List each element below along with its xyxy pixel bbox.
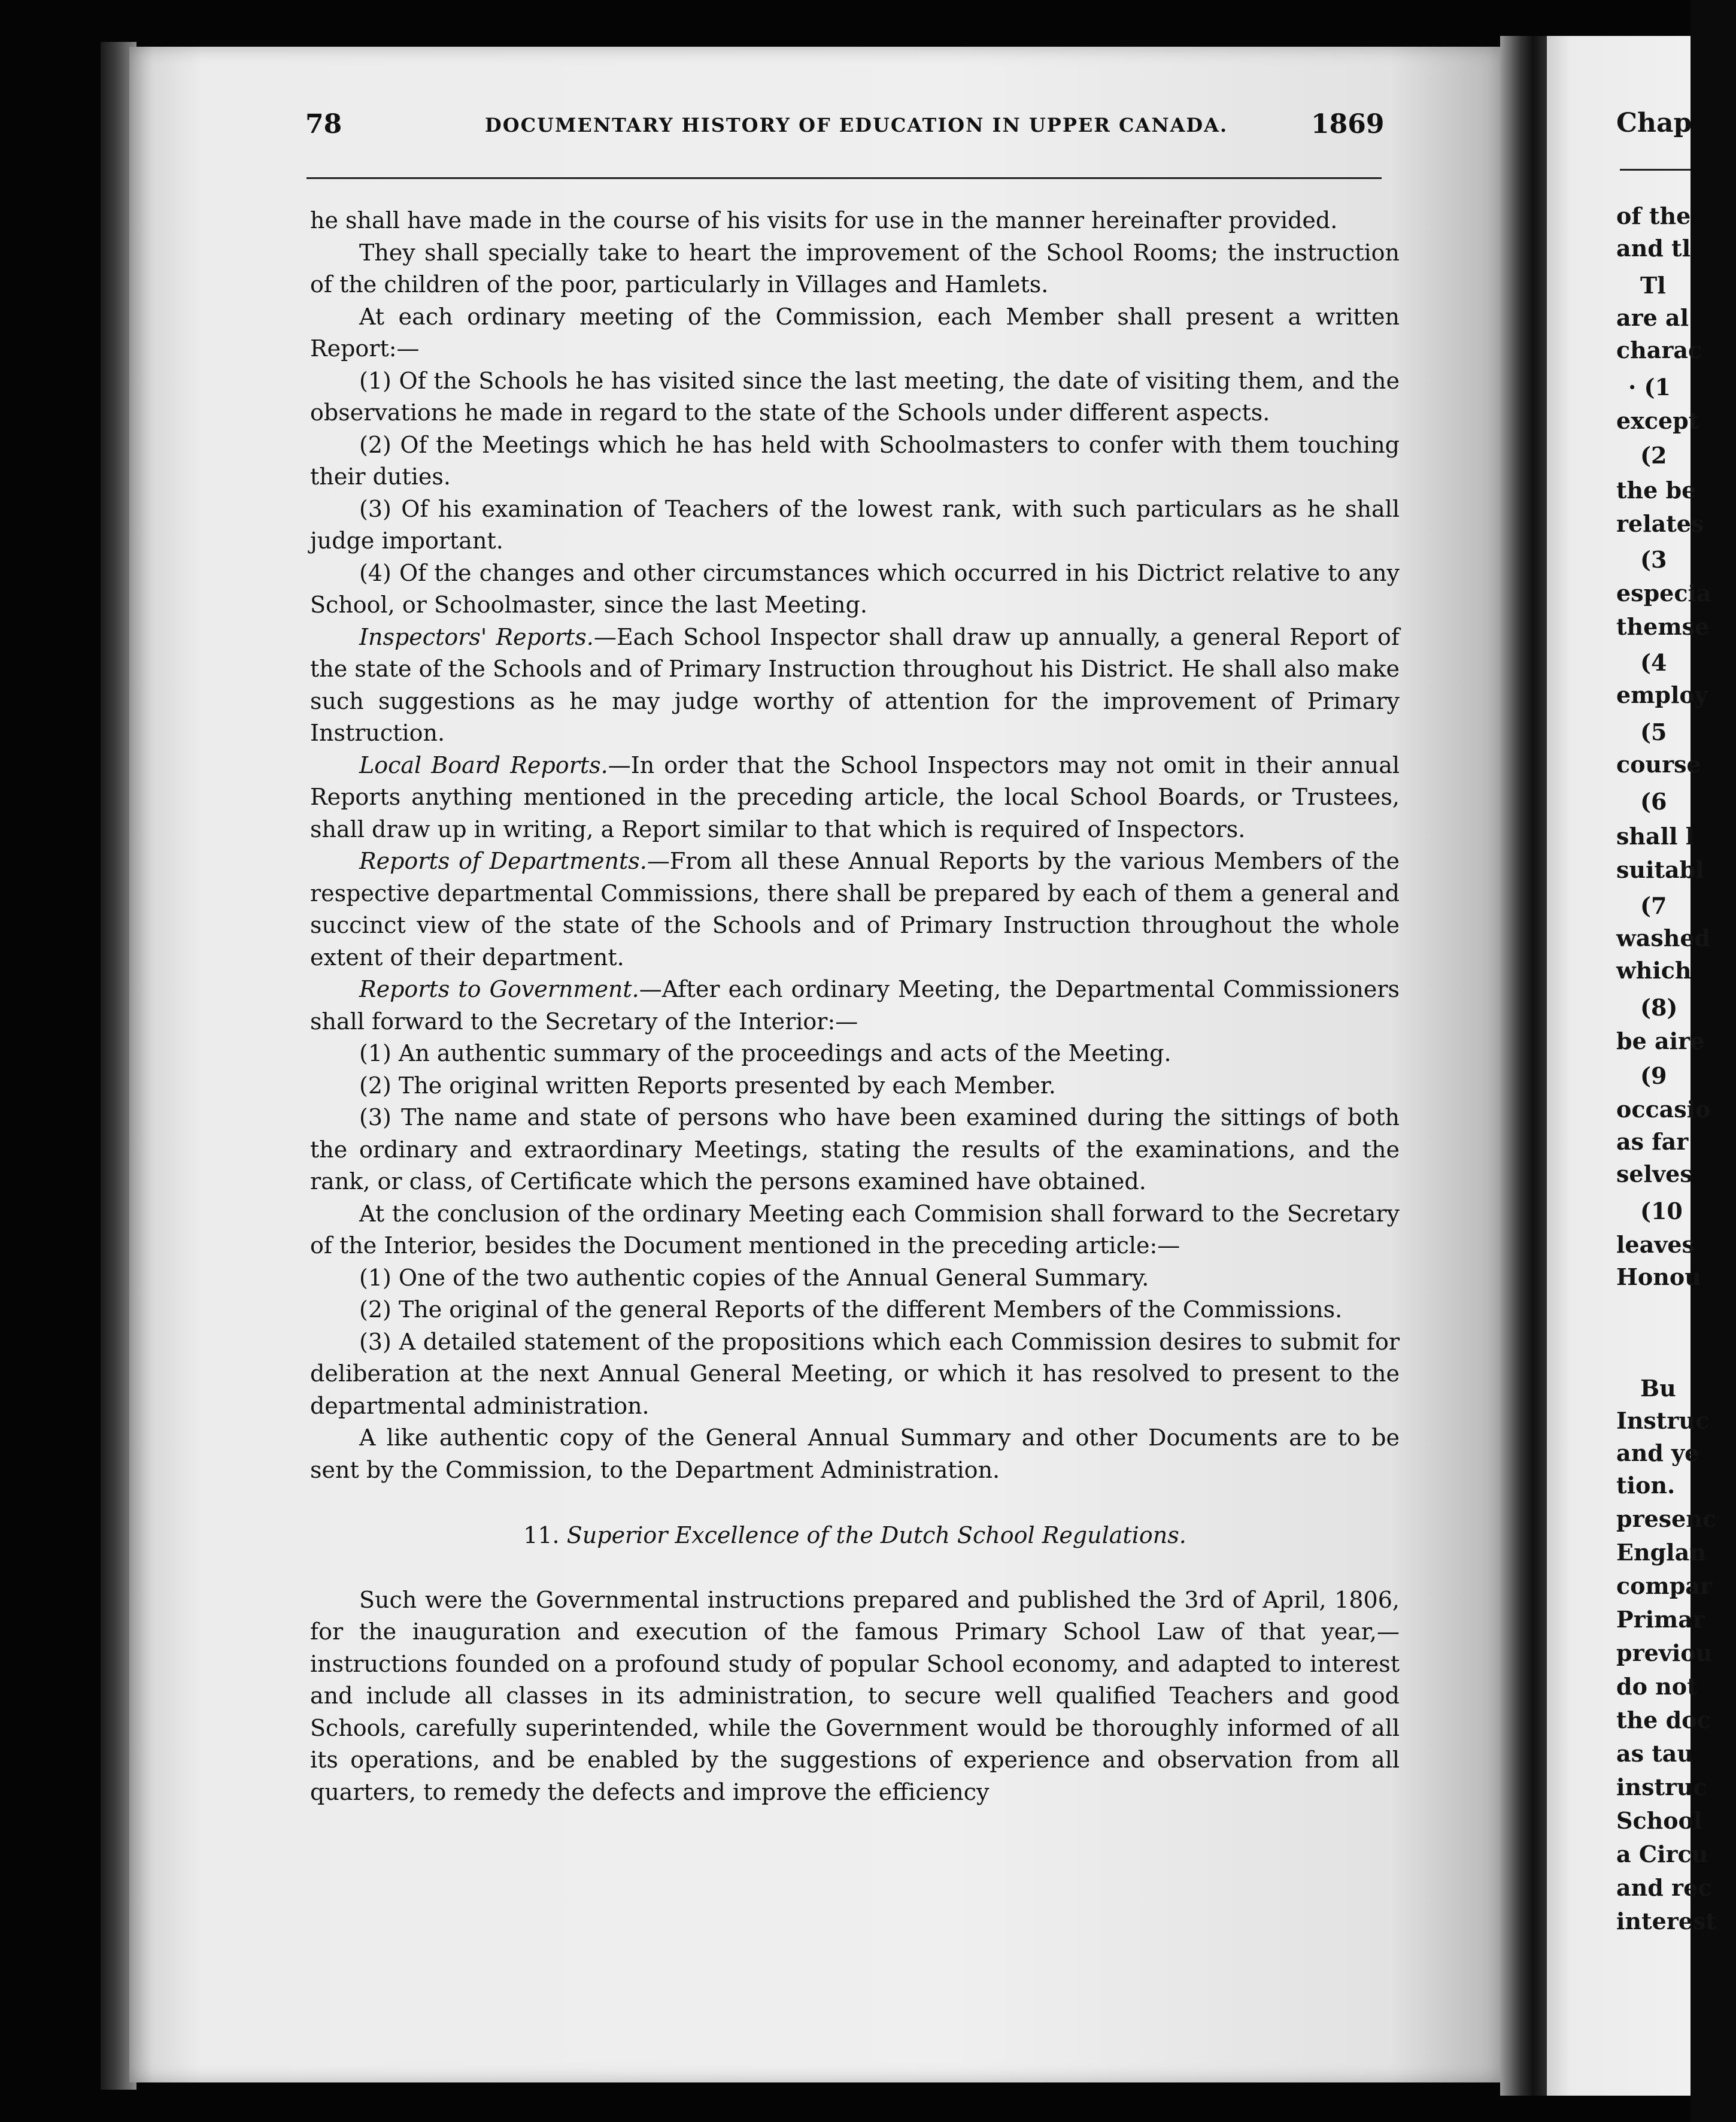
right-header-rule [1620,169,1691,171]
right-page-line: except [1616,407,1699,434]
right-page-line: (3 [1640,546,1667,573]
right-page-line: previou [1616,1639,1713,1666]
right-page-line: do not [1616,1673,1698,1700]
right-page-line: are al [1616,304,1689,331]
right-page-line: (7 [1640,892,1667,919]
right-page-line: (4 [1640,649,1667,676]
list-item: (2) Of the Meetings which he has held with Schoolmasters to confer with them touching their duties. [310,431,1400,490]
page-body [310,205,1400,1808]
paragraph: Such were the Governmental instructions prepared and published the 3rd of April, 1806, for the inauguration and execution of the famous Primary School Law of that year,—instructions founded on a profound study of popular School economy, and adapted to interest and include all classes in its administration, to secure well qualified Teachers and good Schools, carefully superintended, while the Government would be thoroughly informed of all its operations, and be enabled by the suggestions of experience and observation from all quarters, to remedy the defects and improve the efficiency [310,1586,1400,1805]
page-number: 78 [305,109,342,140]
right-page-line: and rec [1616,1874,1712,1901]
right-page-line: Instruc [1616,1407,1710,1434]
page-year: 1869 [1311,109,1385,140]
right-page-line: the doc [1616,1706,1711,1733]
right-page-line: interest [1616,1908,1716,1935]
header-rule [306,177,1382,179]
paragraph: At the conclusion of the ordinary Meeting each Commision shall forward to the Secretary of the Interior, besides the Document mentioned in the preceding article:— [310,1200,1400,1259]
right-page-line: and ye [1616,1439,1699,1466]
paragraph: They shall specially take to heart the improvement of the School Rooms; the instruction of the children of the poor, particularly in Villages and Hamlets. [310,239,1400,298]
section-heading [310,1520,1400,1552]
right-page-line: as far [1616,1128,1689,1155]
list-item: (3) Of his examination of Teachers of the lowest rank, with such particulars as he shall judge important. [310,495,1400,554]
paragraph-text: —Each School Inspector shall draw up annually, a general Report of the state of the Schools and of Primary Instruction throughout his District. He shall also make such suggestions as he may judge worthy of attention for the improvement of Primary Instruction. [310,623,1400,746]
run-in-heading: Reports to Government. [359,976,639,1002]
right-page-line: themse [1616,613,1710,640]
right-page-line: (5 [1640,719,1667,745]
right-page-line: the be [1616,477,1696,504]
right-page-line: Primar [1616,1606,1705,1633]
right-page-line: shall l [1616,823,1695,850]
right-page-line: (2 [1640,442,1667,469]
paragraph [310,622,1400,750]
paragraph [310,845,1400,974]
right-page-line: a Circu [1616,1841,1708,1868]
right-page-line: especia [1616,580,1711,607]
right-page-line: School [1616,1807,1702,1834]
right-page-line: (10 [1640,1198,1683,1224]
right-page-line: occasio [1616,1096,1711,1123]
run-in-heading: Local Board Reports. [359,751,608,778]
right-page-line: which [1616,957,1692,984]
running-title: DOCUMENTARY HISTORY OF EDUCATION IN UPPER CANADA. [485,114,1228,137]
book-gutter [1500,36,1547,2096]
list-item: (1) An authentic summary of the proceedings and acts of the Meeting. [359,1040,1172,1066]
right-page-line: Tl [1640,272,1666,299]
paragraph: he shall have made in the course of his visits for use in the manner hereinafter provided. [310,207,1338,234]
list-item: (3) The name and state of persons who have been examined during the sittings of both the ordinary and extraordinary Meetings, stating the results of the examinations, and the rank, or class, of Certificate which the persons examined have obtained. [310,1104,1400,1195]
paragraph: At each ordinary meeting of the Commission, each Member shall present a written Report:— [310,303,1400,362]
right-page-line: Englan [1616,1539,1706,1566]
paragraph [310,750,1400,846]
paragraph: A like authentic copy of the General Annual Summary and other Documents are to be sent by the Commission, to the Department Administration. [310,1424,1400,1483]
section-title: Superior Excellence of the Dutch School Regulations. [566,1522,1186,1548]
right-page-line: relates [1616,510,1704,537]
right-page-line: (8) [1640,994,1678,1021]
right-page-line: presenc [1616,1505,1717,1532]
right-page-line: selves [1616,1160,1693,1187]
running-header [305,109,1383,151]
right-page-line: as tau [1616,1740,1694,1767]
right-page-line: suitabl [1616,856,1704,883]
right-page-line: of the [1616,202,1691,229]
right-page-line: instruc [1616,1774,1707,1800]
list-item: (3) A detailed statement of the propositions which each Commission desires to submit for deliberation at the next Annual General Meeting, or which it has resolved to present to the departmental administration. [310,1328,1400,1419]
right-page-line: course [1616,751,1701,778]
list-item: (2) The original written Reports presented by each Member. [359,1072,1056,1099]
paragraph [310,974,1400,1038]
right-page-line: Bu [1640,1375,1676,1402]
list-item: (1) One of the two authentic copies of the Annual General Summary. [359,1264,1149,1291]
paragraph-text: —In order that the School Inspectors may not omit in their annual Reports anything mentioned in the preceding article, the local School Boards, or Trustees, shall draw up in writing, a Report similar to that which is required of Inspectors. [310,751,1400,842]
run-in-heading: Reports of Departments. [359,848,647,874]
right-page-line: · (1 [1628,374,1671,401]
right-page-line: and tl [1616,235,1691,262]
right-page-line: washed [1616,924,1711,951]
right-page-line: be aire [1616,1027,1705,1054]
right-page-line: (6 [1640,788,1667,815]
paragraph-text: —From all these Annual Reports by the various Members of the respective departmental Commissions, there shall be prepared by each of them a general and succinct view of the state of the Schools and of Primary Instruction throughout the whole extent of their department. [310,848,1400,971]
right-page-line: tion. [1616,1472,1676,1499]
right-page-header: Chap [1616,108,1692,138]
list-item: (4) Of the changes and other circumstances which occurred in his Dictrict relative to any School, or Schoolmaster, since the last Meeting. [310,559,1400,618]
section-number: 11. [523,1522,560,1548]
run-in-heading: Inspectors' Reports. [359,623,594,650]
right-page-line: charac [1616,337,1702,363]
paragraph-text: —After each ordinary Meeting, the Departmental Commissioners shall forward to the Secretary of the Interior:— [310,976,1400,1035]
right-page-line: employ [1616,681,1708,708]
right-page-line: (9 [1640,1062,1667,1089]
right-page-line: compar [1616,1572,1712,1599]
list-item: (1) Of the Schools he has visited since the last meeting, the date of visiting them, and the observations he made in regard to the state of the Schools under different aspects. [310,367,1400,426]
right-page-line: leaves [1616,1231,1695,1258]
right-page-line: Honou [1616,1263,1701,1290]
list-item: (2) The original of the general Reports of the different Members of the Commissions. [359,1296,1343,1323]
